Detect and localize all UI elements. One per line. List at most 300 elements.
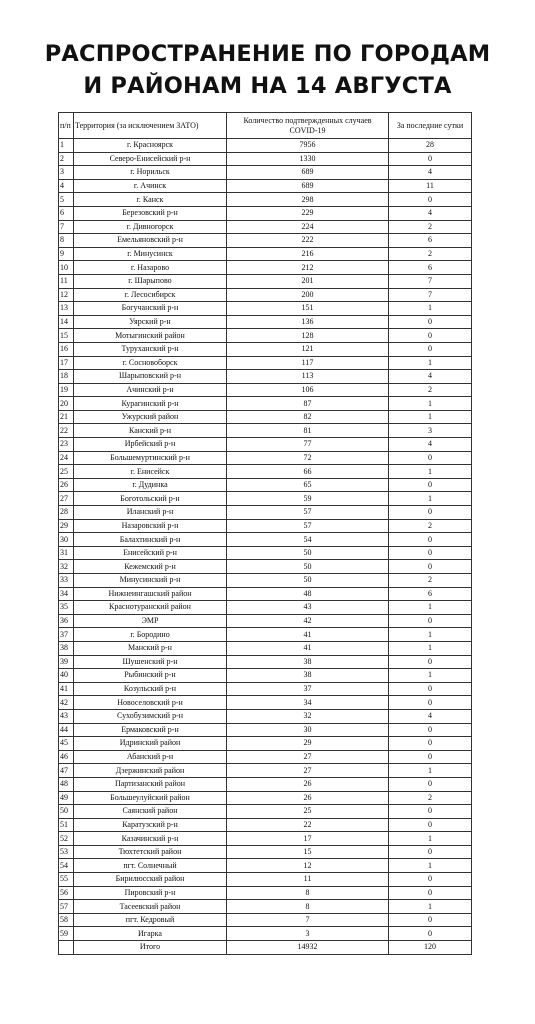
row-index: 22 [59,424,74,438]
row-index: 38 [59,641,74,655]
row-confirmed-cases: 41 [227,628,389,642]
table-row [59,750,472,764]
row-last-day: 0 [389,342,472,356]
table-row [59,193,472,207]
row-confirmed-cases: 27 [227,764,389,778]
row-last-day: 0 [389,533,472,547]
row-last-day: 0 [389,927,472,941]
table-row [59,913,472,927]
row-last-day: 3 [389,424,472,438]
row-territory: Богучанский р-н [74,302,227,316]
row-territory: Бирилюсский район [74,873,227,887]
row-territory: Абанский р-н [74,750,227,764]
row-last-day: 0 [389,451,472,465]
row-last-day: 0 [389,329,472,343]
row-index: 23 [59,438,74,452]
row-index: 28 [59,506,74,520]
row-last-day: 4 [389,709,472,723]
row-confirmed-cases: 136 [227,315,389,329]
row-index: 57 [59,900,74,914]
row-index: 36 [59,614,74,628]
row-confirmed-cases: 7956 [227,139,389,153]
row-last-day: 7 [389,274,472,288]
table-body [59,139,472,955]
row-last-day: 0 [389,193,472,207]
row-territory: г. Норильск [74,166,227,180]
row-index: 31 [59,546,74,560]
row-confirmed-cases: 689 [227,166,389,180]
row-index: 53 [59,845,74,859]
row-confirmed-cases: 212 [227,261,389,275]
row-index: 52 [59,832,74,846]
row-last-day: 0 [389,560,472,574]
row-index: 32 [59,560,74,574]
row-last-day: 1 [389,410,472,424]
row-index: 54 [59,859,74,873]
row-confirmed-cases: 22 [227,818,389,832]
table-row [59,682,472,696]
row-territory: Уярский р-н [74,315,227,329]
header-index: п/п [59,113,74,139]
row-confirmed-cases: 151 [227,302,389,316]
row-confirmed-cases: 216 [227,247,389,261]
row-confirmed-cases: 113 [227,370,389,384]
row-confirmed-cases: 17 [227,832,389,846]
row-last-day: 1 [389,492,472,506]
table-row [59,438,472,452]
row-index: 1 [59,139,74,153]
row-last-day: 2 [389,574,472,588]
row-territory: Манский р-н [74,641,227,655]
total-index [59,941,74,955]
row-territory: пгт. Кедровый [74,913,227,927]
table-row [59,302,472,316]
row-confirmed-cases: 7 [227,913,389,927]
table-row [59,641,472,655]
row-territory: Северо-Енисейский р-н [74,152,227,166]
table-row [59,356,472,370]
table-row [59,139,472,153]
row-confirmed-cases: 224 [227,220,389,234]
table-row [59,234,472,248]
table-row [59,709,472,723]
row-confirmed-cases: 65 [227,478,389,492]
row-last-day: 1 [389,356,472,370]
row-confirmed-cases: 106 [227,383,389,397]
title-line-1: РАСПРОСТРАНЕНИЕ ПО ГОРОДАМ [44,41,491,67]
row-territory: Игарка [74,927,227,941]
row-last-day: 11 [389,179,472,193]
title-line-2: И РАЙОНАМ НА 14 АВГУСТА [83,73,452,99]
table-row [59,383,472,397]
table-row [59,845,472,859]
row-index: 55 [59,873,74,887]
row-confirmed-cases: 121 [227,342,389,356]
table-row [59,465,472,479]
row-index: 9 [59,247,74,261]
row-index: 15 [59,329,74,343]
table-row [59,247,472,261]
row-territory: Краснотуранский район [74,601,227,615]
row-last-day: 2 [389,247,472,261]
table-row [59,927,472,941]
row-confirmed-cases: 200 [227,288,389,302]
row-territory: Пировский р-н [74,886,227,900]
row-confirmed-cases: 229 [227,206,389,220]
row-index: 17 [59,356,74,370]
row-confirmed-cases: 8 [227,900,389,914]
row-confirmed-cases: 59 [227,492,389,506]
total-row [59,941,472,955]
row-last-day: 4 [389,370,472,384]
row-territory: Сухобузимский р-н [74,709,227,723]
table-row [59,886,472,900]
row-last-day: 6 [389,261,472,275]
table-row [59,166,472,180]
row-confirmed-cases: 41 [227,641,389,655]
row-last-day: 0 [389,152,472,166]
row-territory: Новоселовский р-н [74,696,227,710]
row-last-day: 2 [389,519,472,533]
row-confirmed-cases: 57 [227,506,389,520]
table-row [59,152,472,166]
row-last-day: 0 [389,845,472,859]
table-row [59,206,472,220]
row-territory: Мотыгинский район [74,329,227,343]
row-territory: г. Канск [74,193,227,207]
row-territory: Березовский р-н [74,206,227,220]
row-index: 3 [59,166,74,180]
row-last-day: 4 [389,166,472,180]
row-confirmed-cases: 26 [227,777,389,791]
row-index: 35 [59,601,74,615]
table-row [59,614,472,628]
row-territory: г. Назарово [74,261,227,275]
table-row [59,737,472,751]
row-territory: Саянский район [74,805,227,819]
row-territory: г. Дивногорск [74,220,227,234]
row-confirmed-cases: 42 [227,614,389,628]
table-row [59,560,472,574]
row-last-day: 1 [389,832,472,846]
row-confirmed-cases: 37 [227,682,389,696]
row-territory: Канский р-н [74,424,227,438]
total-last-day: 120 [389,941,472,955]
row-territory: Ирбейский р-н [74,438,227,452]
row-last-day: 2 [389,220,472,234]
row-last-day: 1 [389,859,472,873]
row-last-day: 0 [389,886,472,900]
row-confirmed-cases: 34 [227,696,389,710]
row-last-day: 2 [389,791,472,805]
row-index: 18 [59,370,74,384]
table-row [59,601,472,615]
row-territory: Ужурский район [74,410,227,424]
table-row [59,220,472,234]
row-last-day: 0 [389,315,472,329]
row-confirmed-cases: 66 [227,465,389,479]
row-last-day: 0 [389,614,472,628]
table-row [59,655,472,669]
row-confirmed-cases: 82 [227,410,389,424]
table-header-row [59,113,472,139]
row-territory: г. Шарыпово [74,274,227,288]
row-territory: г. Сосновоборск [74,356,227,370]
table-row [59,777,472,791]
row-territory: Кежемский р-н [74,560,227,574]
table-row [59,628,472,642]
row-territory: пгт. Солнечный [74,859,227,873]
row-confirmed-cases: 77 [227,438,389,452]
row-last-day: 4 [389,438,472,452]
row-confirmed-cases: 38 [227,669,389,683]
row-territory: Большеулуйский район [74,791,227,805]
row-confirmed-cases: 12 [227,859,389,873]
row-index: 7 [59,220,74,234]
row-confirmed-cases: 43 [227,601,389,615]
header-last-day: За последние сутки [389,113,472,139]
table-row [59,451,472,465]
table-row [59,492,472,506]
row-last-day: 0 [389,777,472,791]
row-index: 12 [59,288,74,302]
table-row [59,791,472,805]
row-territory: Идринский район [74,737,227,751]
row-index: 19 [59,383,74,397]
table-row [59,859,472,873]
table-row [59,397,472,411]
row-index: 39 [59,655,74,669]
row-last-day: 1 [389,601,472,615]
row-last-day: 0 [389,805,472,819]
row-index: 59 [59,927,74,941]
row-confirmed-cases: 3 [227,927,389,941]
table-row [59,370,472,384]
table-row [59,329,472,343]
table-row [59,506,472,520]
row-last-day: 0 [389,506,472,520]
row-last-day: 7 [389,288,472,302]
row-confirmed-cases: 117 [227,356,389,370]
row-territory: г. Минусинск [74,247,227,261]
table-row [59,764,472,778]
row-index: 21 [59,410,74,424]
row-territory: Партизанский район [74,777,227,791]
table-row [59,288,472,302]
row-index: 25 [59,465,74,479]
table-row [59,587,472,601]
row-last-day: 0 [389,696,472,710]
row-territory: Дзержинский район [74,764,227,778]
row-index: 29 [59,519,74,533]
row-confirmed-cases: 15 [227,845,389,859]
row-last-day: 0 [389,818,472,832]
row-territory: г. Красноярск [74,139,227,153]
row-last-day: 28 [389,139,472,153]
row-last-day: 2 [389,383,472,397]
row-territory: Шарыповский р-н [74,370,227,384]
row-last-day: 0 [389,913,472,927]
row-confirmed-cases: 50 [227,560,389,574]
row-confirmed-cases: 30 [227,723,389,737]
row-territory: Нижнеингашский район [74,587,227,601]
row-index: 16 [59,342,74,356]
row-last-day: 1 [389,900,472,914]
table-row [59,818,472,832]
row-index: 48 [59,777,74,791]
row-last-day: 1 [389,641,472,655]
table-row [59,723,472,737]
row-index: 20 [59,397,74,411]
row-last-day: 0 [389,478,472,492]
table-row [59,315,472,329]
row-territory: Курагинский р-н [74,397,227,411]
row-territory: Назаровский р-н [74,519,227,533]
row-territory: Ермаковский р-н [74,723,227,737]
row-territory: Балахтинский р-н [74,533,227,547]
row-territory: Казачинский р-н [74,832,227,846]
row-index: 30 [59,533,74,547]
table-row [59,900,472,914]
row-confirmed-cases: 72 [227,451,389,465]
row-confirmed-cases: 29 [227,737,389,751]
row-index: 11 [59,274,74,288]
row-index: 37 [59,628,74,642]
cases-table [58,112,472,955]
row-territory: г. Бородино [74,628,227,642]
row-last-day: 0 [389,737,472,751]
table-row [59,478,472,492]
row-index: 14 [59,315,74,329]
row-index: 42 [59,696,74,710]
row-index: 24 [59,451,74,465]
row-last-day: 0 [389,682,472,696]
row-index: 44 [59,723,74,737]
row-confirmed-cases: 57 [227,519,389,533]
row-territory: ЭМР [74,614,227,628]
row-confirmed-cases: 222 [227,234,389,248]
row-index: 10 [59,261,74,275]
row-index: 45 [59,737,74,751]
table-row [59,274,472,288]
row-confirmed-cases: 201 [227,274,389,288]
row-confirmed-cases: 81 [227,424,389,438]
row-index: 4 [59,179,74,193]
row-index: 27 [59,492,74,506]
table-row [59,574,472,588]
row-index: 6 [59,206,74,220]
row-territory: г. Лесосибирск [74,288,227,302]
row-last-day: 0 [389,655,472,669]
row-last-day: 0 [389,546,472,560]
row-confirmed-cases: 50 [227,546,389,560]
row-territory: Каратузский р-н [74,818,227,832]
row-confirmed-cases: 26 [227,791,389,805]
table-row [59,342,472,356]
total-label: Итого [74,941,227,955]
row-confirmed-cases: 87 [227,397,389,411]
row-index: 13 [59,302,74,316]
table-row [59,546,472,560]
row-index: 5 [59,193,74,207]
row-last-day: 4 [389,206,472,220]
table-row [59,832,472,846]
table-row [59,533,472,547]
row-index: 49 [59,791,74,805]
row-last-day: 1 [389,628,472,642]
table-row [59,261,472,275]
row-territory: Туруханский р-н [74,342,227,356]
table-row [59,410,472,424]
row-index: 2 [59,152,74,166]
row-territory: Тасеевский район [74,900,227,914]
row-index: 47 [59,764,74,778]
table-row [59,424,472,438]
row-confirmed-cases: 25 [227,805,389,819]
row-index: 51 [59,818,74,832]
row-territory: Енисейский р-н [74,546,227,560]
row-territory: Минусинский р-н [74,574,227,588]
row-territory: Большемуртинский р-н [74,451,227,465]
row-territory: Козульский р-н [74,682,227,696]
header-territory: Территория (за исключением ЗАТО) [74,113,227,139]
row-territory: г. Дудинка [74,478,227,492]
row-last-day: 1 [389,465,472,479]
row-territory: Емельяновский р-н [74,234,227,248]
row-territory: Тюхтетский район [74,845,227,859]
row-territory: Боготольский р-н [74,492,227,506]
row-confirmed-cases: 8 [227,886,389,900]
row-territory: Ачинский р-н [74,383,227,397]
row-index: 46 [59,750,74,764]
row-confirmed-cases: 298 [227,193,389,207]
row-index: 33 [59,574,74,588]
row-index: 41 [59,682,74,696]
row-territory: г. Ачинск [74,179,227,193]
row-index: 8 [59,234,74,248]
row-confirmed-cases: 48 [227,587,389,601]
row-last-day: 6 [389,587,472,601]
table-row [59,669,472,683]
row-territory: Иланский р-н [74,506,227,520]
row-index: 58 [59,913,74,927]
header-confirmed-cases: Количество подтвержденных случаев COVID-19 [227,113,389,139]
row-last-day: 0 [389,873,472,887]
row-confirmed-cases: 38 [227,655,389,669]
row-index: 43 [59,709,74,723]
row-index: 56 [59,886,74,900]
table-row [59,805,472,819]
table-row [59,696,472,710]
row-confirmed-cases: 11 [227,873,389,887]
row-last-day: 6 [389,234,472,248]
page-title [0,38,535,102]
row-confirmed-cases: 50 [227,574,389,588]
row-last-day: 1 [389,669,472,683]
row-territory: Шушенский р-н [74,655,227,669]
total-confirmed-cases: 14932 [227,941,389,955]
row-index: 50 [59,805,74,819]
row-last-day: 1 [389,764,472,778]
row-last-day: 1 [389,302,472,316]
row-index: 34 [59,587,74,601]
row-index: 40 [59,669,74,683]
row-confirmed-cases: 27 [227,750,389,764]
row-index: 26 [59,478,74,492]
table-row [59,179,472,193]
row-confirmed-cases: 128 [227,329,389,343]
row-confirmed-cases: 54 [227,533,389,547]
